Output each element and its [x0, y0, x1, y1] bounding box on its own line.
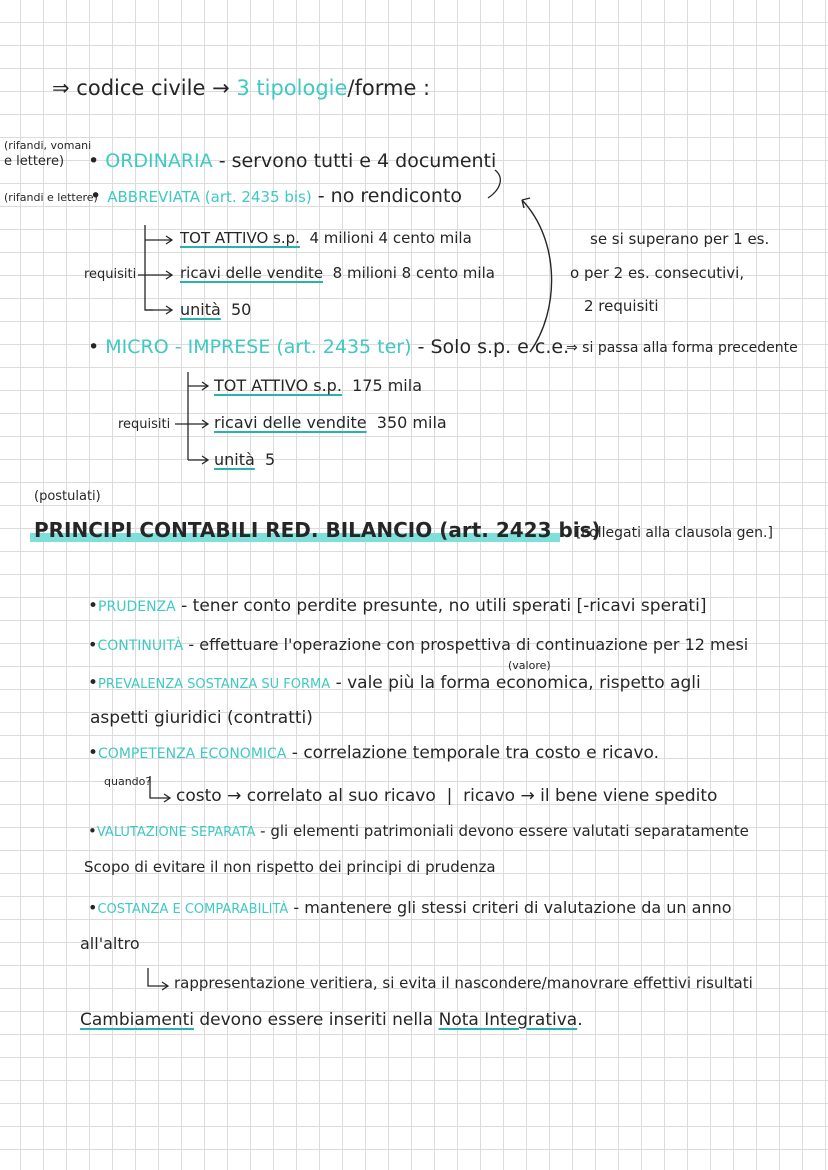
abbreviata-desc: - no rendiconto — [317, 185, 463, 207]
costanza-desc: - mantenere gli stessi criteri di valutazione da un anno — [293, 898, 732, 917]
prevalenza-desc: - vale più la forma economica, rispetto agli — [335, 673, 701, 693]
final-pre: Cambiamenti — [80, 1010, 194, 1030]
req-value: 5 — [264, 450, 276, 469]
valutazione-desc: - gli elementi patrimoniali devono essere valutati separatamente — [260, 822, 749, 840]
principi-bracket: [collegati alla clausola gen.] — [576, 525, 773, 541]
micro-name: MICRO - IMPRESE (art. 2435 ter) — [105, 336, 412, 358]
tree-arrow-3 — [145, 306, 172, 314]
req-label: unità — [180, 300, 221, 319]
competenza-sub2: ricavo → il bene viene spedito — [463, 786, 718, 806]
competenza-desc: - correlazione temporale tra costo e ricavo. — [291, 743, 659, 763]
ordinaria-line: • ORDINARIA - servono tutti e 4 documenti — [88, 150, 497, 172]
prevalenza-cont: aspetti giuridici (contratti) — [90, 708, 313, 728]
prudenza-desc: - tener conto perdite presunte, no utili sperati [-ricavi sperati] — [181, 596, 707, 616]
intro-line — [52, 78, 430, 99]
hook-arrow-costanza — [148, 968, 168, 990]
continuita-desc: - effettuare l'operazione con prospettiva di continuazione per 12 mesi — [188, 635, 749, 654]
hook-arrow-competenza — [150, 776, 170, 802]
side-note-1: se si superano per 1 es. — [590, 230, 770, 248]
req-label: ricavi delle vendite — [214, 413, 367, 432]
req-label: ricavi delle vendite — [180, 264, 324, 282]
side-note-4: ⇒ si passa alla forma precedente — [566, 340, 798, 356]
req-label: TOT ATTIVO s.p. — [180, 229, 300, 247]
micro-desc: - Solo s.p. e c.e. — [417, 336, 570, 358]
abbreviata-side-note: (rifandi e lettere) — [4, 191, 98, 204]
tree-arrow-5 — [175, 420, 208, 428]
prudenza-line: •PRUDENZA - tener conto perdite presunte, no utili sperati [-ricavi sperati] — [88, 596, 707, 616]
req-label: unità — [214, 450, 255, 469]
competenza-name: COMPETENZA ECONOMICA — [98, 746, 287, 762]
bracket-curve — [522, 200, 552, 352]
prevalenza-name: PREVALENZA SOSTANZA SU FORMA — [98, 677, 331, 692]
valutazione-line: •VALUTAZIONE SEPARATA - gli elementi patrimoniali devono essere valutati separatamente — [88, 822, 749, 840]
side-note-2: o per 2 es. consecutivi, — [570, 264, 745, 282]
competenza-side: quando? — [104, 775, 152, 788]
principi-title: PRINCIPI CONTABILI RED. BILANCIO (art. 2423 bis) — [34, 518, 601, 542]
tree-arrow-6 — [188, 456, 208, 464]
micro-req-2 — [214, 415, 447, 431]
req-value: 8 milioni 8 cento mila — [332, 264, 495, 282]
costanza-name: COSTANZA E COMPARABILITÀ — [97, 902, 289, 917]
valutazione-name: VALUTAZIONE SEPARATA — [96, 825, 256, 840]
postulati-label: (postulati) — [34, 489, 101, 504]
req-value: 50 — [230, 300, 252, 319]
req-label: TOT ATTIVO s.p. — [214, 376, 342, 395]
side-note-3: 2 requisiti — [584, 297, 659, 315]
abbreviata-name: ABBREVIATA (art. 2435 bis) — [107, 188, 312, 206]
abbreviata-req-2 — [180, 266, 495, 281]
ordinaria-name: ORDINARIA — [105, 150, 213, 172]
req-value: 350 mila — [376, 413, 447, 432]
curve-arrow — [488, 170, 500, 198]
tree-arrow-1 — [145, 236, 172, 244]
competenza-sub — [176, 788, 717, 805]
intro-text: codice civile → — [76, 76, 230, 100]
costanza-cont: all'altro — [80, 934, 140, 953]
bracket-arrowhead — [522, 198, 530, 208]
valutazione-cont: Scopo di evitare il non rispetto dei principi di prudenza — [84, 858, 496, 876]
micro-requisiti-label: requisiti — [118, 417, 171, 432]
competenza-sub1: costo → correlato al suo ricavo — [176, 786, 436, 806]
prevalenza-line: •PREVALENZA SOSTANZA SU FORMA - vale più la forma economica, rispetto agli — [88, 673, 701, 693]
tree-line-abbreviata — [145, 225, 153, 310]
ordinaria-side-note-2: e lettere) — [4, 154, 65, 169]
final-mid: devono essere inseriti nella — [199, 1010, 434, 1030]
req-value: 175 mila — [352, 376, 422, 395]
competenza-divider: | — [446, 786, 453, 806]
competenza-line: •COMPETENZA ECONOMICA - correlazione temporale tra costo e ricavo. — [88, 743, 659, 763]
abbreviata-req-1 — [180, 231, 472, 246]
micro-req-3 — [214, 452, 275, 468]
ordinaria-side-note-1: (rifandi, vomani — [4, 139, 92, 152]
final-link: Nota Integrativa — [438, 1010, 578, 1030]
intro-after: /forme : — [347, 76, 431, 100]
tree-arrow-4 — [188, 382, 208, 390]
abbreviata-req-3 — [180, 302, 251, 318]
ordinaria-desc: - servono tutti e 4 documenti — [218, 150, 497, 172]
tree-arrow-2 — [138, 271, 172, 279]
prevalenza-above: (valore) — [508, 659, 551, 672]
double-arrow-icon: ⇒ — [52, 76, 70, 100]
micro-req-1 — [214, 378, 422, 394]
final-post: . — [577, 1010, 583, 1030]
intro-teal: 3 tipologie — [236, 76, 348, 100]
costanza-line: •COSTANZA E COMPARABILITÀ - mantenere gli stessi criteri di valutazione da un anno — [88, 898, 732, 917]
prudenza-name: PRUDENZA — [98, 599, 176, 615]
abbreviata-line: • ABBREVIATA (art. 2435 bis) - no rendiconto — [90, 185, 463, 207]
costanza-sub: rappresentazione veritiera, si evita il nascondere/manovrare effettivi risultati — [174, 974, 753, 992]
micro-line: • MICRO - IMPRESE (art. 2435 ter) - Solo s.p. e c.e. — [88, 336, 570, 358]
final-line — [80, 1012, 583, 1029]
continuita-line: •CONTINUITÀ - effettuare l'operazione con prospettiva di continuazione per 12 mesi — [88, 635, 749, 654]
req-value: 4 milioni 4 cento mila — [309, 229, 472, 247]
continuita-name: CONTINUITÀ — [97, 638, 184, 654]
abbreviata-requisiti-label: requisiti — [84, 267, 137, 282]
